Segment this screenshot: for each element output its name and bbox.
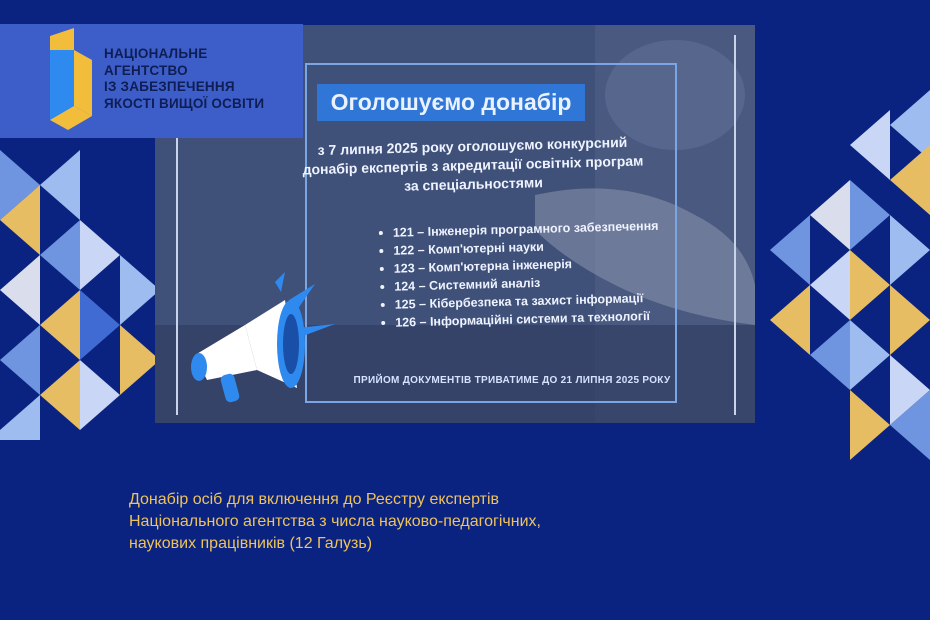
specialty-item: 125 – Кібербезпека та захист інформації [381,288,691,314]
decorative-pattern-right [755,90,930,470]
agency-logo[interactable] [0,24,303,138]
specialty-item: 123 – Комп'ютерна інженерія [380,252,690,278]
banner-intro-line: за спеціальностями [403,174,544,194]
banner-heading: Оголошуємо донабір [317,84,585,121]
caption-line: наукових працівників (12 Галузь) [129,535,373,552]
agency-name-line: ІЗ ЗАБЕЗПЕЧЕННЯ [104,79,235,94]
specialty-item: 122 – Комп'ютерні науки [379,234,689,260]
specialty-item: 124 – Системний аналіз [380,270,690,296]
agency-logo-mark-icon [48,28,94,136]
agency-name-line: АГЕНТСТВО [104,62,188,78]
megaphone-icon [185,270,355,410]
caption-line: Національного агентства з числа науково-педагогічних, [129,513,541,530]
specialty-item: 126 – Інформаційні системи та технології [381,306,691,332]
agency-name-line: НАЦІОНАЛЬНЕ [104,46,208,61]
banner-intro-line: з 7 липня 2025 року оголошуємо конкурсний [317,133,628,159]
banner-intro-line: донабір експертів з акредитації освітніх програм [302,152,644,178]
specialty-item: 121 – Інженерія програмного забезпечення [379,216,689,242]
agency-name-line: ЯКОСТІ ВИЩОЇ ОСВІТИ [104,95,265,111]
agency-name [104,46,264,112]
caption-line: Донабір осіб для включення до Реєстру експертів [129,491,500,508]
banner-intro [262,132,683,200]
specialty-list [379,216,692,332]
announcement-caption [129,489,769,555]
banner-deadline: ПРИЙОМ ДОКУМЕНТІВ ТРИВАТИМЕ ДО 21 ЛИПНЯ 2025 РОКУ [353,375,671,386]
decorative-pattern-left [0,130,160,440]
